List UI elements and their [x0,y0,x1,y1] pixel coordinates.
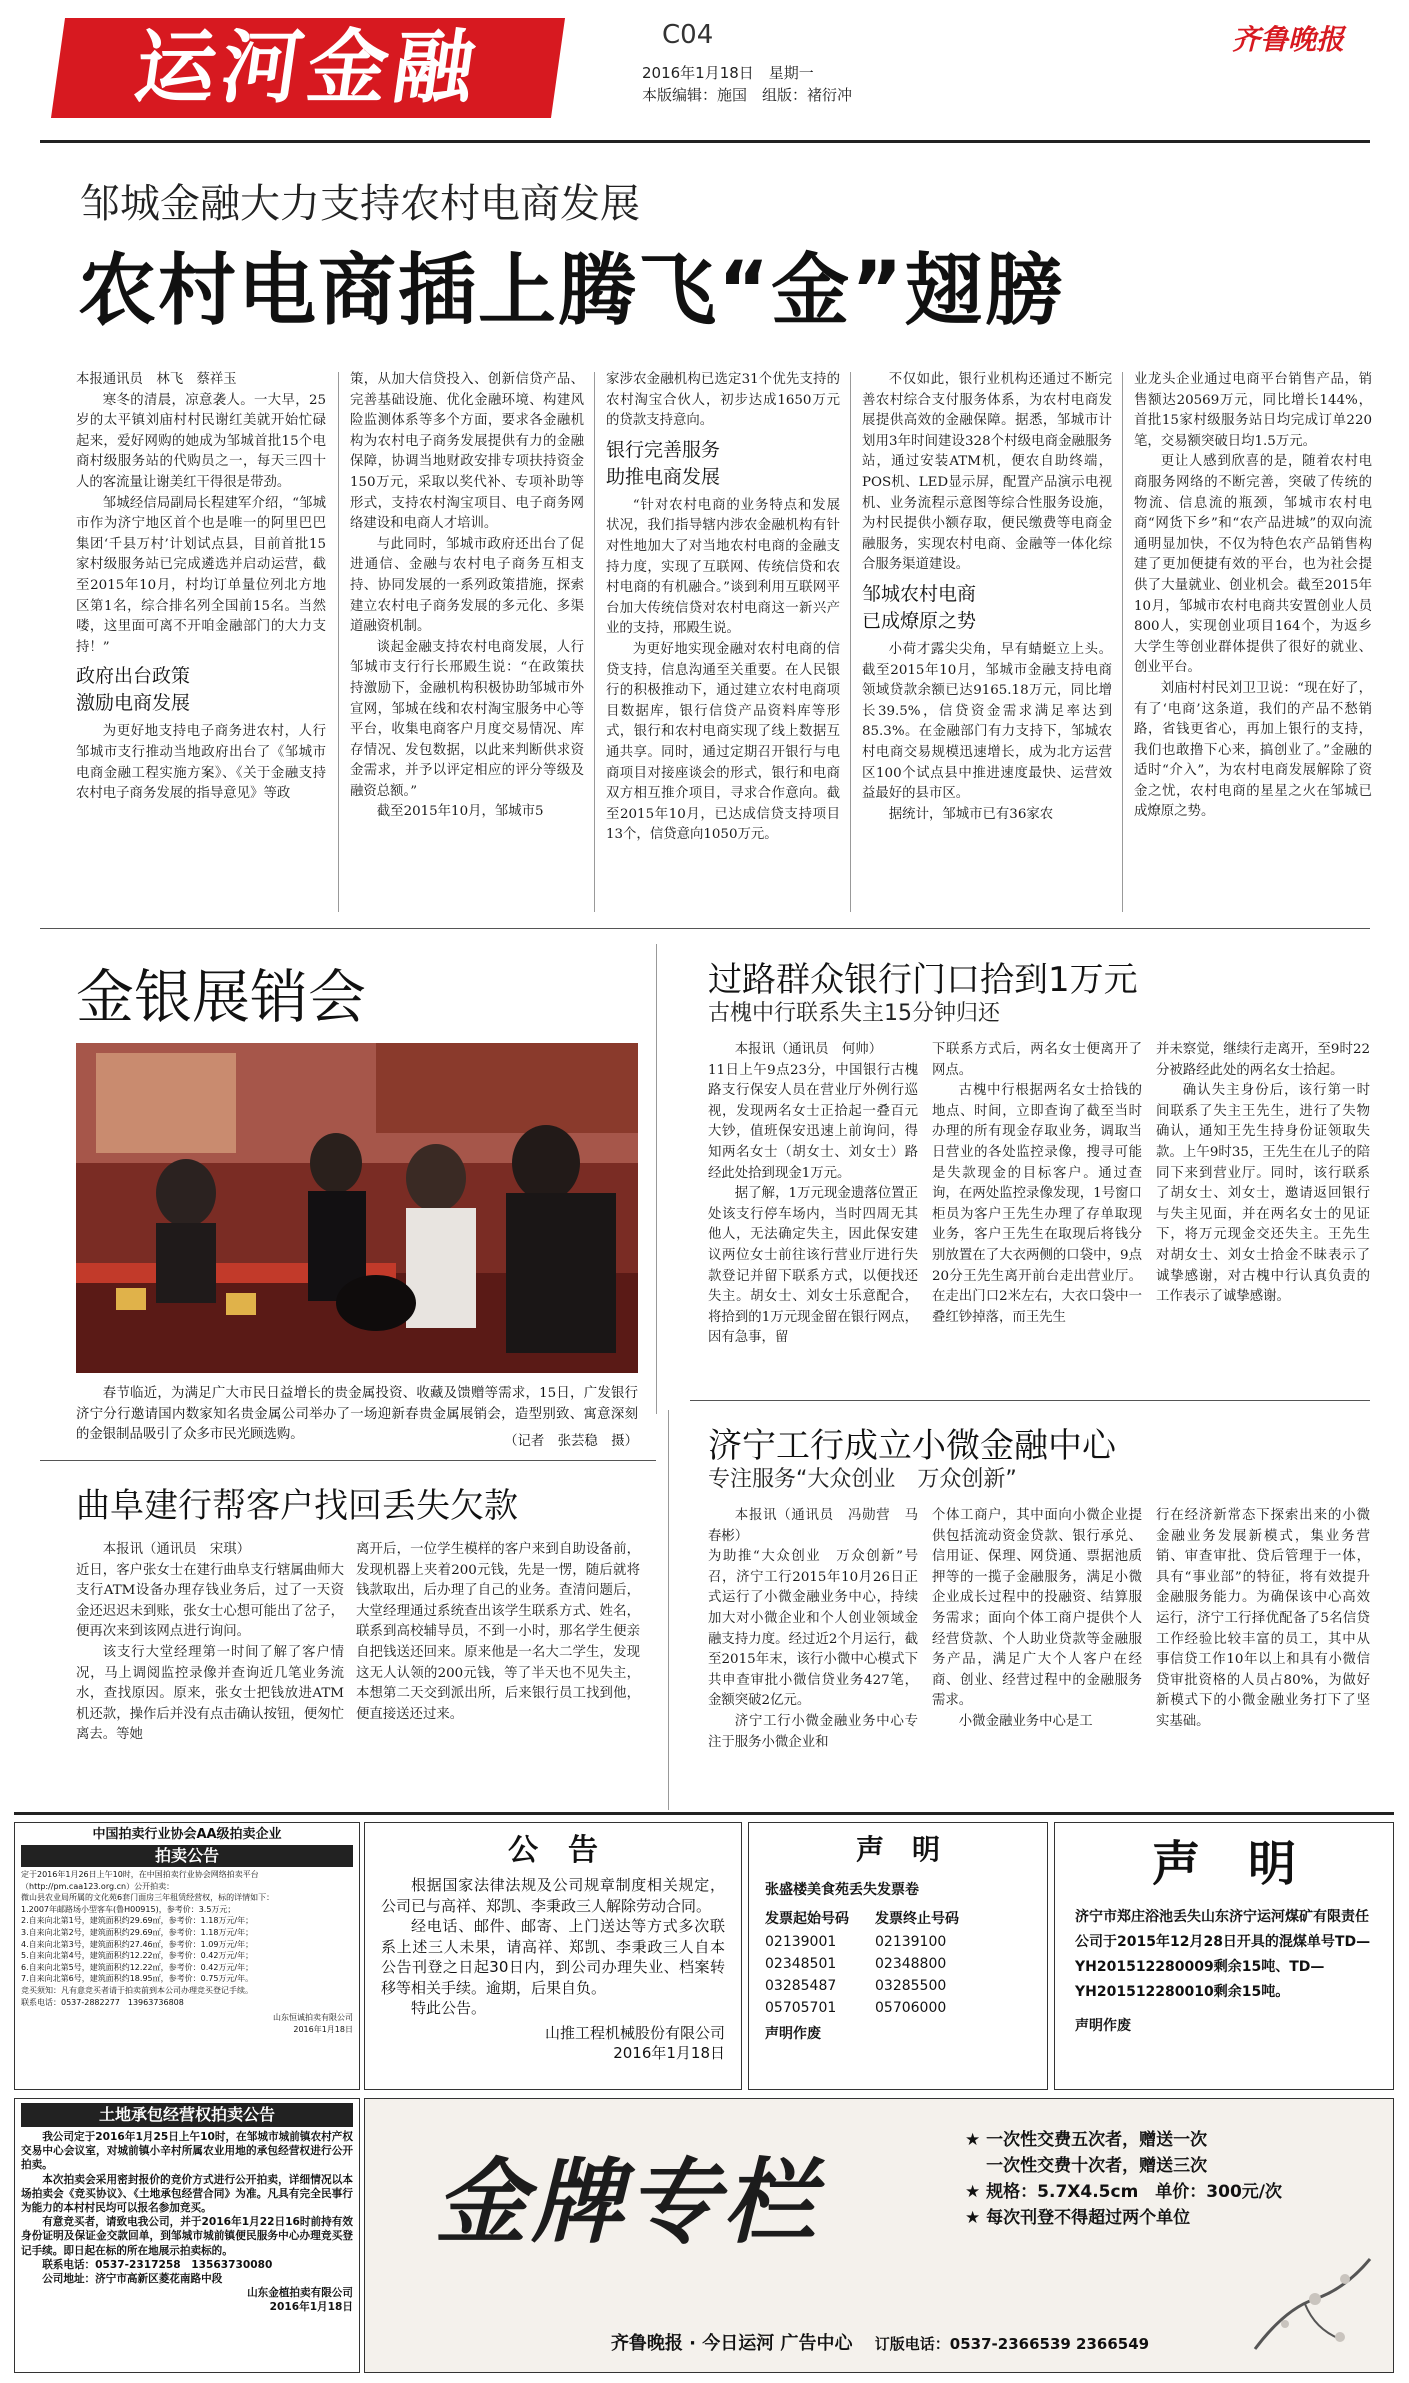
gold-column-logo: 金牌专栏 [435,2148,820,2256]
story4-column-3 [1156,1506,1370,1733]
story4-byline: 本报讯（通讯员 冯勋营 马春彬） [708,1508,918,1544]
lead-column-5 [1134,370,1372,823]
paragraph: 谈起金融支持农村电商发展，人行邹城市支行行长邢殿生说：“在政策扶持激励下，金融机构积极协助邹城市外宣网，邹城在线和农村淘宝服务中心等平台，收集电商客户月度交易情况、库存情况、发包数据，以此来判断供求资金需求，并予以评定相应的评分等级及融资总额。” [350,639,584,799]
land-auction-body [21,2130,353,2315]
column-divider [338,372,339,912]
paragraph: 截至2015年10月，邹城市5 [376,804,544,820]
paragraph: 下联系方式后，两名女士便离开了网点。 [932,1042,1142,1078]
list-item-label: 一次性交费十次者，赠送三次 [986,2156,1208,2176]
table-row [765,1997,985,2019]
list-item [965,2205,1365,2231]
paragraph: 据了解，1万元现金遗落位置正处该支行停车场内，当时四周无其他人，无法确定失主，因此保安建议两位女士前往该行营业厅进行失款登记并留下联系方式，以便找还失主。胡女士、刘女士乐意配合，将拾到的1万元现金留在银行网点，因有急事，留 [708,1186,918,1346]
ad-center-footer [365,2329,1395,2355]
story4-column-1 [708,1506,918,1753]
paragraph: 经电话、邮件、邮寄、上门送达等方式多次联系上述三人未果，请高祥、郑凯、李秉政三人自本公告刊登之日起30日内，到公司办理失业、档案转移等相关手续。逾期，后果自负。 [381,1917,725,1997]
paragraph: 有意竞买者，请致电我公司，并于2016年1月22日16时前持有效身份证明及保证金交款回单，到邹城市城前镇便民服务中心办理竞买登记手续。即日起在标的所在地展示拍卖标的。 [21,2216,353,2257]
paragraph: 近日，客户张女士在建行曲阜支行辖属曲师大支行ATM设备办理存钱业务后，过了一天资金还迟迟未到账，张女士心想可能出了岔子，便再次来到该网点进行询问。 [76,1562,344,1640]
column-divider [850,372,851,912]
invoice-table [765,1905,985,2019]
ad-center-name: 齐鲁晚报 · 今日运河 广告中心 [610,2333,853,2354]
ad-line: 6.自来向北第5号，建筑面积约12.22㎡，参考价：0.42万元/年； [21,1962,254,1972]
section-rule [690,1400,1370,1401]
auction-date: 2016年1月18日 [293,2024,353,2034]
ad-line: 定于2016年1月26日上午10时，在中国拍卖行业协会网络拍卖平台（http://pm.caa123.org.cn）公开拍卖： [21,1870,259,1891]
masthead-rule [40,140,1370,143]
lead-kicker: 邹城金融大力支持农村电商发展 [80,181,640,227]
notice-title: 公 告 [508,1833,598,1868]
paragraph: 特此公告。 [411,1999,487,2017]
paragraph: 据统计，邹城市已有36家农 [888,806,1054,822]
story2-column-1 [708,1040,918,1349]
statement2-body: 济宁市郑庄浴池丢失山东济宁运河煤矿有限责任公司于2015年12月28日开具的混煤单号TD—YH201512280009剩余15吨、TD—YH201512280010剩余15吨。 [1075,1909,1371,2000]
list-item-label: 每次刊登不得超过两个单位 [986,2208,1191,2228]
auction-signer: 山东恒诚拍卖有限公司 [273,2013,353,2023]
auction-org: 中国拍卖行业协会AA级拍卖企业 [92,1827,282,1842]
star-icon: ★ [965,2130,987,2150]
paragraph: 家涉农金融机构已选定31个优先支持的农村淘宝合伙人，初步达成1650万元的贷款支持意向。 [606,372,840,429]
lead-column-2 [350,370,584,823]
paragraph: 并未察觉，继续行走离开，至9时22分被路经此处的两名女士拾起。 [1156,1042,1370,1078]
paragraph: 行在经济新常态下探索出来的小微金融业务发展新模式，集业务营销、审查审批、贷后管理于一体，具有“事业部”的特征，将有效提升金融服务能力。为确保该中心高效运行，济宁工行择优配备了5名信贷工作经验比较丰富的员工，其中从事信贷工作10年以上和具有小微信贷审批资格的人员占80%，为做好新模式下的小微金融业务打下了坚实基础。 [1156,1508,1370,1729]
statement1-subject: 张盛楼美食苑丢失发票卷 [765,1882,919,1898]
section-rule [40,1460,656,1461]
paragraph: 为更好地支持电子商务进农村，人行邹城市支行推动当地政府出台了《邹城市电商金融工程实施方案》、《关于金融支持农村电子商务发展的指导意见》等政 [76,724,326,802]
ad-line: 1.2007年邮路场小型客车(鲁H00915)，参考价：3.5万元； [21,1904,236,1914]
auction-ad [14,1822,360,2090]
paragraph: 刘庙村村民刘卫卫说：“现在好了，有了‘电商’这条道，我们的产品不愁销路，省钱更省心，再加上银行的支持，我们也敢撸下心来，搞创业了。”金融的适时“介入”，为农村电商发展解除了资金之忧，农村电商的星星之火在邹城已成燎原之势。 [1134,680,1372,820]
paragraph: 寒冬的清晨，凉意袭人。一大早，25岁的太平镇刘庙村村民谢红美就开始忙碌起来，爱好网购的她成为邹城首批15个电商村级服务站的代购员之一，每天三四十人的客流量让谢美红干得很是带劲。 [76,392,326,490]
notice-date: 2016年1月18日 [613,2044,725,2062]
issue-date: 2016年1月18日 星期一 [642,64,814,82]
paragraph: 小荷才露尖尖角，早有蜻蜓立上头。截至2015年10月，邹城市金融支持电商领域贷款余额已达9165.18万元，同比增长39.5%，信贷资金需求满足率达到85.3%。在金融部门有力支持下，邹城农村电商交易规模迅速增长，成为北方运营区100个试点县中推进速度最快、运营效益最好的县市区。 [862,641,1112,802]
table-row [765,1953,985,1975]
land-auction-signer: 山东金植拍卖有限公司 [247,2287,353,2300]
table-row [765,1975,985,1997]
statement-ad-2 [1054,1822,1394,2090]
star-icon: ★ [965,2208,987,2228]
page-number: C04 [662,20,714,50]
ads-rule [14,1812,1394,1815]
ad-center-phone: 订版电话：0537-2366539 2366549 [874,2335,1150,2353]
lead-headline: 农村电商插上腾飞“金”翅膀 [78,246,1065,336]
section-title: 运河金融 [51,18,565,118]
story2-headline: 过路群众银行门口拾到1万元 [708,960,1138,1000]
table-cell: 02348501 [765,1956,837,1972]
paragraph: 根据国家法律法规及公司规章制度相关规定，公司已与高祥、郑凯、李秉政三人解除劳动合同。 [381,1876,725,1915]
table-header: 发票起始号码 [765,1911,849,1927]
ad-line: 竞买须知：凡有意竞买者请于拍卖前到本公司办理竞买登记手续。 [21,1985,253,1995]
subheading: 邹城农村电商 已成燎原之势 [862,582,977,632]
ad-line: 微山县农业局所属的文化苑6套门面房三年租赁经营权，标的详情如下： [21,1893,275,1903]
paragraph: 小微金融业务中心是工 [958,1713,1093,1729]
list-item [965,2127,1365,2153]
paragraph: 业龙头企业通过电商平台销售产品，销售额达20569万元，同比增长144%，首批15家村级服务站日均完成订单220笔，交易额突破日均1.5万元。 [1134,372,1372,449]
newspaper-logo: 齐鲁晚报 [1232,23,1345,56]
lead-column-3 [606,370,840,846]
paragraph: 该支行大堂经理第一时间了解了客户情况，马上调阅监控录像并查询近几笔业务流水，查找原因。原来，张女士把钱放进ATM机还款，操作后并没有点击确认按钮，便匆忙离去。等她 [76,1644,344,1743]
statement2-title: 声 明 [1151,1836,1296,1892]
table-cell: 03285500 [875,1978,947,1994]
column-divider [1122,372,1123,912]
list-item-label: 一次性交费五次者，赠送一次 [986,2130,1208,2150]
story2-byline: 本报讯（通讯员 何帅） [734,1042,883,1057]
gold-column-items [965,2127,1365,2231]
auction-title: 拍卖公告 [21,1845,353,1867]
paragraph: 更让人感到欣喜的是，随着农村电商服务网络的不断完善，突破了传统的物流、信息流的瓶颈，邹城市农村电商“网货下乡”和“农产品进城”的双向流通明显加快，不仅为特色农产品销售构建了更加便捷有效的平台，也为社会提供了大量就业、创业机会。截至2015年10月，邹城市农村电商共安置创业人员800人，实现创业项目164个，为返乡大学生等创业群体提供了很好的就业、创业平台。 [1134,454,1372,676]
ad-line: 3.自来向北第2号，建筑面积约29.69㎡，参考价：1.18万元/年； [21,1927,254,1937]
table-header: 发票终止号码 [875,1911,959,1927]
ad-line: 5.自来向北第4号，建筑面积约12.22㎡，参考价：0.42万元/年； [21,1951,254,1961]
story2-column-3 [1156,1040,1370,1308]
story3-byline: 本报讯（通讯员 宋琪） [102,1542,251,1557]
ad-line: 4.自来向北第3号，建筑面积约27.46㎡，参考价：1.09万元/年； [21,1939,254,1949]
paragraph: 我公司定于2016年1月25日上午10时，在邹城市城前镇农村产权交易中心会议室，对城前镇小辛村所属农业用地的承包经营权进行公开拍卖。 [21,2131,353,2172]
paragraph: 离开后，一位学生模样的客户来到自助设备前，发现机器上夹着200元钱，先是一愣，随后就将钱款取出，后办理了自己的业务。查清问题后，大堂经理通过系统查出该学生联系方式、姓名，联系到高校辅导员，不到一小时，那名学生便亲自把钱送还回来。原来他是一名大二学生，发现这无人认领的200元钱，等了半天也不见失主，本想第二天交到派出所，后来银行员工找到他，便直接送还过来。 [356,1542,640,1722]
paragraph: 11日上午9点23分，中国银行古槐路支行保安人员在营业厅外例行巡视，发现两名女士正拾起一叠百元大钞，值班保安迅速上前询问，得知两名女士（胡女士、刘女士）路经此处拾到现金1万元。 [708,1062,918,1181]
story3-headline: 曲阜建行帮客户找回丢失欠款 [76,1486,518,1526]
notice-signer: 山推工程机械股份有限公司 [544,2023,725,2042]
paragraph: 不仅如此，银行业机构还通过不断完善农村综合支付服务体系，为农村电商发展提供高效的金融保障。据悉，邹城市计划用3年时间建设328个村级电商金融服务站，通过安装ATM机，便农自助终端，POS机、LED显示屏，配置产品演示电视机、业务流程示意图等综合性服务设施，为村民提供小额存取，便民缴费等电商金融服务，实现农村电商、金融等一体化综合服务渠道建设。 [862,372,1112,573]
ad-line: 联系电话：0537-2882277 13963736808 [21,1997,184,2007]
paragraph: 联系电话：0537-2317258 13563730080 [42,2258,273,2271]
expo-photo-image [76,1043,638,1373]
paragraph: 本次拍卖会采用密封报价的竞价方式进行公开拍卖，详细情况以本场拍卖会《竞买协议》、《土地承包经营合同》为准。凡具有完全民事行为能力的本村村民均可以报名参加竞买。 [21,2173,353,2215]
column-divider [656,944,657,1414]
auction-lines [21,1869,353,2035]
statement1-title: 声 明 [855,1833,940,1866]
list-item [965,2153,1365,2179]
column-divider [668,1410,669,1810]
story2-subheadline: 古槐中行联系失主15分钟归还 [708,1001,1000,1026]
lead-column-1 [76,370,326,805]
notice-body [381,1875,725,2064]
editor-credits: 本版编辑：施国 组版：褚衍冲 [642,86,853,104]
statement2-signer: 声明作废 [1075,2018,1131,2034]
gold-column-ad [364,2098,1394,2373]
paragraph: 为助推“大众创业 万众创新”号召，济宁工行2015年10月26日正式运行了小微金融业务中心，持续加大对小微企业和个人创业领域金融支持力度。经过近2个月运行，截至2015年末，该行小微中心模式下共申查审批小微信贷业务427笔，金额突破2亿元。 [708,1549,918,1709]
story3-column-1 [76,1540,344,1746]
land-auction-title: 土地承包经营权拍卖公告 [21,2103,353,2127]
subheading: 银行完善服务 助推电商发展 [606,438,721,488]
paragraph: 古槐中行根据两名女士拾钱的地点、时间，立即查询了截至当时办理的所有现金存取业务，调取当日营业的各处监控录像，搜寻可能是失款现金的目标客户。通过查询，在两处监控录像发现，1号窗口柜员为客户王先生办理了存单取现业务，客户王先生在取现后将钱分别放置在了大衣两侧的口袋中，9点20分王先生离开前台走出营业厅。在走出门口2米左右，大衣口袋中一叠红钞掉落，而王先生 [932,1083,1142,1325]
photo-credit: （记者 张芸稳 摄） [504,1434,638,1449]
paragraph: 为更好地实现金融对农村电商的信贷支持，信息沟通至关重要。在人民银行的积极推动下，通过建立农村电商项目数据库，银行信贷产品资料库等形式，银行和农村电商实现了线上数据互通共享。同时，通过定期召开银行与电商项目对接座谈会的形式，银行和电商双方相互推介项目，寻求合作意向。截至2015年10月，已达成信贷支持项目13个，信贷意向1050万元。 [606,641,840,843]
paragraph: 公司地址：济宁市高新区菱花南路中段 [42,2273,223,2286]
story2-column-2 [932,1040,1142,1328]
subheading: 政府出台政策 激励电商发展 [76,665,191,715]
list-item [965,2179,1365,2205]
paragraph: 策，从加大信贷投入、创新信贷产品、完善基础设施、优化金融环境、构建风险监测体系等多个方面，要求各金融机构为农村电子商务发展提供有力的金融保障，协调当地财政安排专项扶持资金150万元，采取以奖代补、专项补助等形式，支持农村淘宝项目、电子商务网络建设和电商人才培训。 [350,372,584,532]
paragraph: 与此同时，邹城市政府还出台了促进通信、金融与农村电子商务互相支持、协同发展的一系列政策措施，探索建立农村电子商务发展的多元化、多渠道融资机制。 [350,536,584,635]
paragraph: “针对农村电商的业务特点和发展状况，我们指导辖内涉农金融机构有针对性地加大了对当地农村电商的金融支持力度，实现了互联网、传统信贷和农村电商的有机融合。”谈到利用互联网平台加大传统信贷对农村电商这一新兴产业的支持，邢殿生说。 [606,497,840,637]
photo-caption: 春节临近，为满足广大市民日益增长的贵金属投资、收藏及馈赠等需求，15日，广发银行济宁分行邀请国内数家知名贵金属公司举办了一场迎新春贵金属展销会，造型别致、寓意深刻的金银制品吸引了众多市民光顾选购。 [76,1386,638,1443]
table-row [765,1931,985,1953]
expo-title: 金银展销会 [76,963,367,1031]
paragraph: 个体工商户，其中面向小微企业提供包括流动资金贷款、银行承兑、信用证、保理、网贷通、票据池质押等的一揽子金融服务，满足小微企业成长过程中的投融资、结算服务需求；面向个体工商户提供个人经营贷款、个人助业贷款等金融服务产品，满足广大个人客户在经商、创业、经营过程中的金融服务需求。 [932,1508,1142,1709]
ad-line: 2.自来向北第1号，建筑面积约29.69㎡，参考价：1.18万元/年； [21,1916,254,1926]
lead-column-4 [862,370,1112,825]
table-cell: 02348800 [875,1956,947,1972]
table-cell: 02139100 [875,1934,947,1950]
lead-byline: 本报通讯员 林飞 蔡祥玉 [76,372,237,387]
section-rule [40,928,1370,929]
table-cell: 05705701 [765,2000,837,2016]
star-icon: ★ [965,2182,987,2202]
statement1-signer: 声明作废 [765,2026,821,2042]
table-cell: 05706000 [875,2000,947,2016]
ad-line: 7.自来向北第6号，建筑面积约18.95㎡，参考价：0.75万元/年。 [21,1974,254,1984]
notice-ad [364,1822,742,2090]
list-item-label: 规格：5.7X4.5cm 单价：300元/次 [986,2182,1282,2202]
story3-column-2 [356,1540,640,1725]
table-row [765,1905,985,1931]
story4-headline: 济宁工行成立小微金融中心 [708,1426,1116,1466]
table-cell: 03285487 [765,1978,837,1994]
paragraph: 济宁工行小微金融业务中心专注于服务小微企业和 [708,1713,918,1750]
expo-photo [76,1043,638,1373]
land-auction-date: 2016年1月18日 [269,2301,353,2314]
story4-subheadline: 专注服务“大众创业 万众创新” [708,1467,1017,1492]
story4-column-2 [932,1506,1142,1733]
statement-ad-1 [748,1822,1048,2090]
column-divider [594,372,595,912]
table-cell: 02139001 [765,1934,837,1950]
land-auction-ad [14,2098,360,2373]
paragraph: 确认失主身份后，该行第一时间联系了失主王先生，进行了失物确认，通知王先生持身份证领取失款。上午9时35，王先生在儿子的陪同下来到营业厅。同时，该行联系了胡女士、刘女士，邀请返回银行与失主见面，并在两名女士的见证下，将万元现金交还失主。王先生对胡女士、刘女士拾金不昧表示了诚挚感谢，对古槐中行认真负责的工作表示了诚挚感谢。 [1156,1083,1370,1305]
paragraph: 邹城经信局副局长程建军介绍，“邹城市作为济宁地区首个也是唯一的阿里巴巴集团‘千县万村’计划试点县，目前首批15家村级服务站已完成遴选并启动运营，截至2015年10月，村均订单量位列北方地区第1名，综合排名列全国前15名。当然喽，这里面可离不开咱金融部门的大力支持！” [76,495,326,655]
